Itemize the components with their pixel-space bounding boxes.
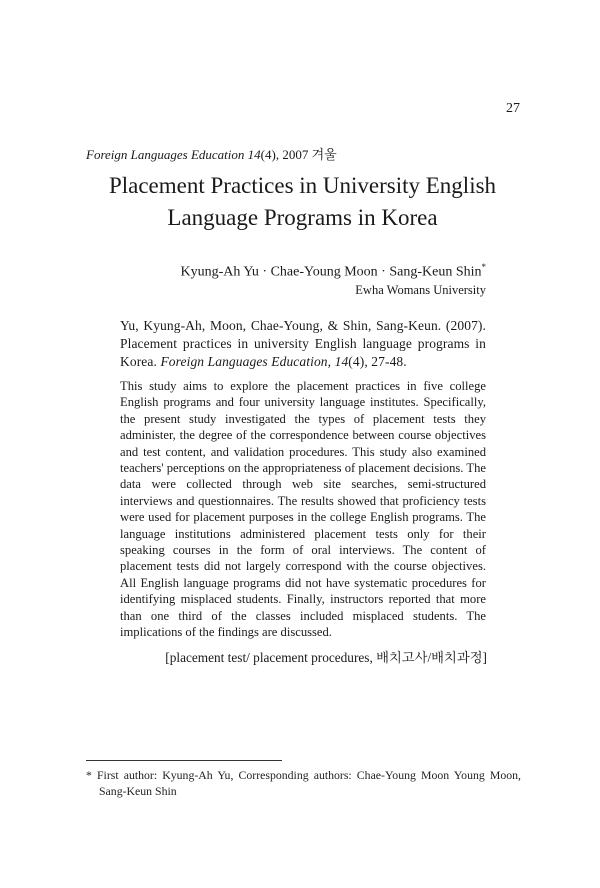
- keywords: [placement test/ placement procedures, 배치고사/배치과정]: [165, 650, 487, 665]
- journal-header: [86, 144, 337, 163]
- citation-journal: Foreign Languages Education, 14: [160, 354, 349, 369]
- citation-authors: Yu, Kyung-Ah, Moon, Chae-Young, & Shin, Sang-Keun. (2007).: [120, 318, 486, 333]
- title-line-1: Placement Practices in University English: [108, 173, 497, 198]
- citation-pages: (4), 27-48.: [348, 354, 407, 369]
- abstract: This study aims to explore the placement practices in five college English programs and four university language institutes. Specifically, the present study investigated the types of placement tests they administer, the degree of the correspondence between course objectives and test content, and validation procedures. This study also examined teachers' perceptions on the appropriateness of placement decisions. The data were collected through web site searches, semi-structured interviews and questionnaires. The results showed that proficiency tests were used for placement purposes in the college English programs. The language institutions administered placement tests only for their speaking courses in the form of oral interviews. The content of placement tests did not largely correspond with the course objectives. All English language programs did not have systematic procedures for identifying misplaced students. Finally, instructors reported that more than one third of the classes included misplaced students. The implications of the findings are discussed.: [120, 379, 486, 640]
- footnote-marker: *: [86, 768, 92, 782]
- author-footnote-marker: *: [481, 262, 486, 272]
- journal-name: Foreign Languages Education 14: [86, 147, 261, 162]
- citation: [120, 317, 486, 371]
- journal-issue: (4), 2007 겨울: [260, 147, 337, 162]
- citation-title: Placement practices in university English language programs in Korea.: [120, 336, 486, 369]
- title-line-2: Language Programs in Korea: [167, 205, 438, 230]
- author-list: [181, 262, 487, 281]
- page-number: 27: [506, 101, 520, 116]
- author-affiliation: Ewha Womans University: [355, 283, 486, 297]
- footnote: [86, 767, 521, 799]
- footnote-text: First author: Kyung-Ah Yu, Corresponding authors: Chae-Young Moon Young Moon, Sang-Keun Shin: [97, 768, 521, 798]
- paper-title: [60, 170, 545, 234]
- author-names: Kyung-Ah Yu · Chae-Young Moon · Sang-Keun Shin: [180, 264, 482, 280]
- footnote-divider: [86, 760, 282, 761]
